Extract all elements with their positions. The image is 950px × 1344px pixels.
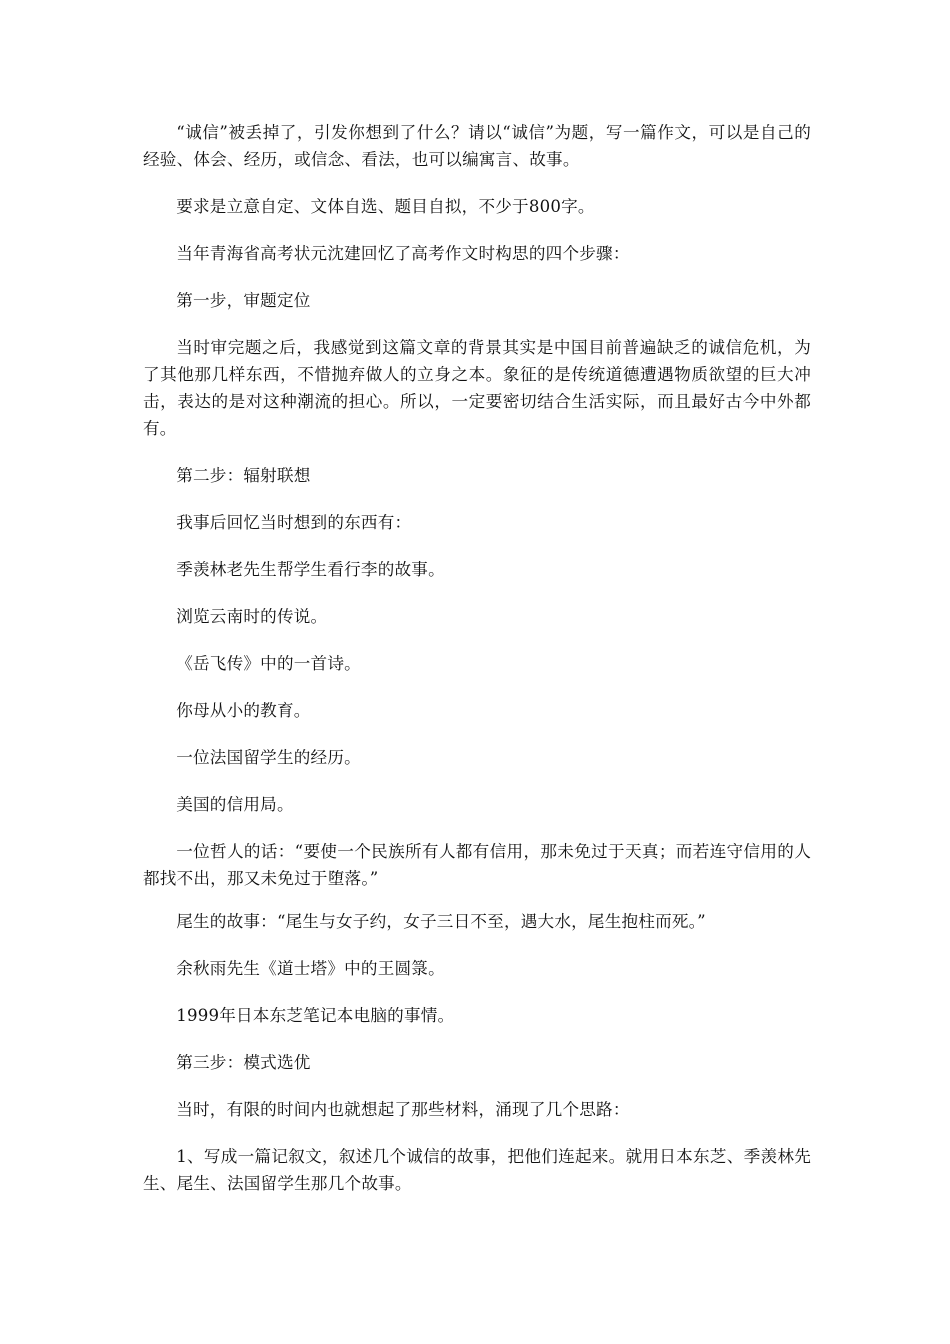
list-item: 余秋雨先生《道士塔》中的王圆箓。 — [176, 959, 445, 978]
paragraph-intro: 当年青海省高考状元沈建回忆了高考作文时构思的四个步骤： — [176, 244, 630, 263]
list-item: 一位法国留学生的经历。 — [176, 748, 361, 767]
document-page — [143, 119, 811, 1217]
paragraph-ideas: 当时，有限的时间内也就想起了那些材料，涌现了几个思路： — [176, 1100, 630, 1119]
paragraph-prompt: “诚信”被丢掉了，引发你想到了什么？请以“诚信”为题，写一篇作文，可以是自己的经验、体会、经历，或信念、看法，也可以编寓言、故事。 — [143, 123, 811, 169]
paragraph-requirements: 要求是立意自定、文体自选、题目自拟，不少于800字。 — [176, 197, 595, 216]
list-item: 季羡林老先生帮学生看行李的故事。 — [176, 560, 445, 579]
list-item: 一位哲人的话：“要使一个民族所有人都有信用，那未免过于天真；而若连守信用的人都找不出，那又未免过于堕落。” — [143, 842, 811, 888]
list-item: 尾生的故事：“尾生与女子约，女子三日不至，遇大水，尾生抱柱而死。” — [176, 912, 706, 931]
paragraph-idea-1: 1、写成一篇记叙文，叙述几个诚信的故事，把他们连起来。就用日本东芝、季羡林先生、尾生、法国留学生那几个故事。 — [143, 1147, 811, 1193]
list-item: 《岳飞传》中的一首诗。 — [176, 654, 361, 673]
list-item: 1999年日本东芝笔记本电脑的事情。 — [176, 1006, 455, 1025]
paragraph-recall: 我事后回忆当时想到的东西有： — [176, 513, 412, 532]
heading-step-2: 第二步：辐射联想 — [176, 466, 311, 485]
heading-step-3: 第三步：模式选优 — [176, 1053, 311, 1072]
heading-step-1: 第一步，审题定位 — [176, 291, 311, 310]
list-item: 浏览云南时的传说。 — [176, 607, 328, 626]
list-item: 美国的信用局。 — [176, 795, 294, 814]
list-item: 你母从小的教育。 — [176, 701, 311, 720]
paragraph-step-1-body: 当时审完题之后，我感觉到这篇文章的背景其实是中国目前普遍缺乏的诚信危机，为了其他那几样东西，不惜抛弃做人的立身之本。象征的是传统道德遭遇物质欲望的巨大冲击，表达的是对这种潮流的担心。所以，一定要密切结合生活实际，而且最好古今中外都有。 — [143, 338, 811, 438]
